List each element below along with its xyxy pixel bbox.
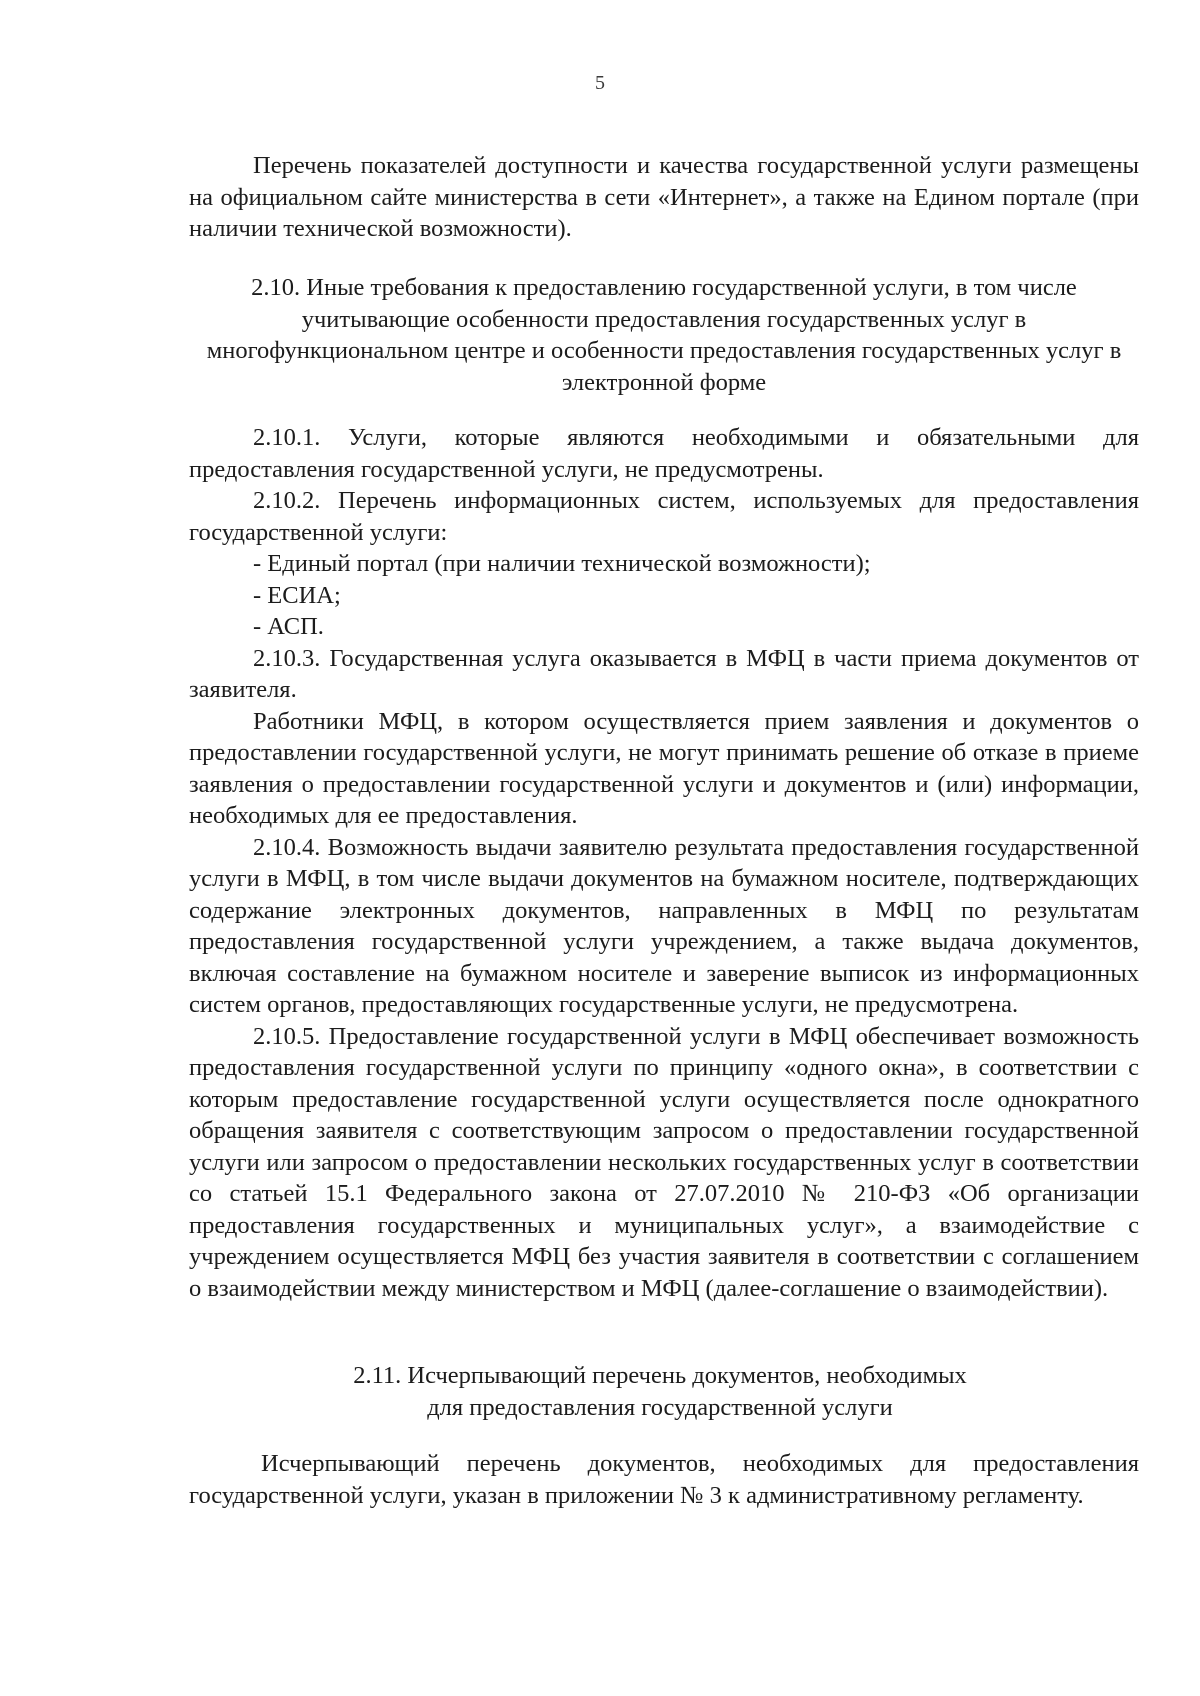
paragraph-2-11: Исчерпывающий перечень документов, необходимых для предоставления государственной услуги, указан в приложении № 3 к административному регламенту.: [189, 1450, 1139, 1509]
section-2-11-body: [189, 1448, 1139, 1511]
intro-block: [189, 150, 1139, 245]
list-item: - Единый портал (при наличии технической возможности);: [253, 550, 871, 577]
section-2-11-heading-line2: для предоставления государственной услуги: [427, 1393, 893, 1421]
paragraph-2-10-1: 2.10.1. Услуги, которые являются необходимыми и обязательными для предоставления государственной услуги, не предусмотрены.: [189, 424, 1139, 483]
list-item: - АСП.: [253, 613, 324, 640]
page-number: 5: [595, 72, 605, 94]
paragraph-2-10-3: 2.10.3. Государственная услуга оказывается в МФЦ в части приема документов от заявителя.: [189, 644, 1139, 703]
list-item: - ЕСИА;: [253, 581, 341, 609]
section-2-11-heading-line1: 2.11. Исчерпывающий перечень документов, необходимых: [353, 1362, 967, 1389]
paragraph-2-10-5: 2.10.5. Предоставление государственной услуги в МФЦ обеспечивает возможность предоставления государственной услуги по принципу «одного окна», в соответствии с которым предоставление государственной услуги осуществляется после однократного обращения заявителя с соответствующим запросом о предоставлении государственной услуги или запросом о предоставлении нескольких государственных услуг в соответствии со статьей 15.1 Федерального закона от 27.07.2010 № 210-ФЗ «Об организации предоставления государственных и муниципальных услуг», а взаимодействие с учреждением осуществляется МФЦ без участия заявителя в соответствии с соглашением о взаимодействии между министерством и МФЦ (далее-соглашение о взаимодействии).: [189, 1022, 1139, 1302]
paragraph-2-10-2: 2.10.2. Перечень информационных систем, используемых для предоставления государственной услуги:: [189, 487, 1139, 546]
paragraph-2-10-4: 2.10.4. Возможность выдачи заявителю результата предоставления государственной услуги в МФЦ, в том числе выдачи документов на бумажном носителе, подтверждающих содержание электронных документов, направленных в МФЦ по результатам предоставления государственной услуги учреждением, а также выдача документов, включая составление на бумажном носителе и заверение выписок из информационных систем органов, предоставляющих государственные услуги, не предусмотрена.: [189, 833, 1139, 1018]
section-2-10-body: [189, 422, 1139, 1304]
section-2-11-heading: [310, 1360, 1010, 1423]
paragraph-mfc-workers: Работники МФЦ, в котором осуществляется прием заявления и документов о предоставлении государственной услуги, не могут принимать решение об отказе в приеме заявления о предоставлении государственной услуги и документов и (или) информации, необходимых для ее предоставления.: [189, 707, 1139, 829]
intro-paragraph: Перечень показателей доступности и качества государственной услуги размещены на официальном сайте министерства в сети «Интернет», а также на Едином портале (при наличии технической возможности).: [189, 152, 1139, 242]
section-2-10-heading: 2.10. Иные требования к предоставлению государственной услуги, в том числе учитывающие особенности предоставления государственных услуг в многофункциональном центре и особенности предоставления государственных услуг в электронной форме: [206, 274, 1122, 396]
